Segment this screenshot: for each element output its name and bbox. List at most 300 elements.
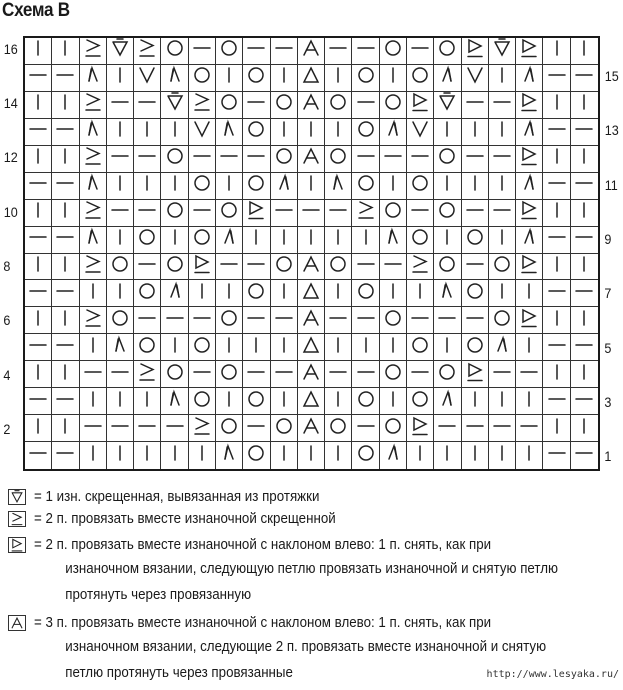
purl-stitch-icon	[246, 38, 266, 63]
chart-cell	[489, 334, 516, 361]
chart-cell	[325, 92, 352, 119]
knit-stitch-icon	[219, 65, 239, 90]
chart-cell	[107, 388, 134, 415]
purl-stitch-icon	[410, 38, 430, 63]
yarn-over-icon	[492, 308, 512, 333]
chart-cell	[80, 173, 107, 200]
chart-cell	[434, 361, 461, 388]
chart-cell	[189, 146, 216, 173]
right-leaning-decrease-icon	[437, 389, 457, 414]
knit-stitch-icon	[301, 119, 321, 144]
chart-cell	[80, 361, 107, 388]
chart-cell	[543, 307, 570, 334]
purl-stitch-icon	[574, 443, 594, 468]
chart-cell	[271, 254, 298, 281]
chart-cell	[161, 146, 188, 173]
chart-cell	[161, 442, 188, 469]
chart-cell	[25, 442, 52, 469]
yarn-over-icon	[410, 173, 430, 198]
chart-cell	[80, 92, 107, 119]
knit-stitch-icon	[55, 254, 75, 279]
knit-stitch-icon	[274, 227, 294, 252]
purl-stitch-icon	[28, 119, 48, 144]
legend-item	[8, 486, 618, 508]
yarn-over-icon	[383, 308, 403, 333]
chart-cell	[161, 361, 188, 388]
yarn-over-icon	[165, 362, 185, 387]
row-number-label: 4	[3, 366, 11, 383]
knit-stitch-icon	[165, 227, 185, 252]
yarn-over-icon	[410, 65, 430, 90]
chart-cell	[107, 280, 134, 307]
chart-cell	[161, 388, 188, 415]
purl-stitch-icon	[328, 200, 348, 225]
purl-stitch-icon	[547, 119, 567, 144]
yarn-over-icon	[219, 416, 239, 441]
yarn-over-icon	[437, 254, 457, 279]
knit-stitch-icon	[465, 173, 485, 198]
purl-stitch-icon	[574, 281, 594, 306]
chart-cell	[161, 65, 188, 92]
purl-2-together-twisted-key-icon	[8, 511, 26, 527]
chart-cell	[216, 415, 243, 442]
chart-cell	[516, 254, 543, 281]
knit-stitch-icon	[328, 389, 348, 414]
purl-stitch-icon	[574, 227, 594, 252]
right-leaning-decrease-icon	[383, 443, 403, 468]
purl-stitch-icon	[492, 416, 512, 441]
legend-item	[8, 534, 618, 608]
purl-stitch-icon	[28, 335, 48, 360]
chart-cell	[271, 280, 298, 307]
chart-cell	[80, 146, 107, 173]
chart-cell	[134, 307, 161, 334]
chart-cell	[271, 388, 298, 415]
knit-stitch-icon	[246, 335, 266, 360]
chart-cell	[25, 119, 52, 146]
legend-text: протянуть через провязанную	[65, 587, 252, 603]
chart-cell	[543, 146, 570, 173]
chart-cell	[407, 334, 434, 361]
chart-cell	[462, 280, 489, 307]
chart-cell	[543, 119, 570, 146]
chart-cell	[489, 65, 516, 92]
purl-2-together-twisted-icon	[83, 38, 103, 63]
row-number-label: 5	[604, 339, 612, 356]
knit-stitch-icon	[547, 200, 567, 225]
purl-stitch-icon	[137, 308, 157, 333]
yarn-over-icon	[137, 335, 157, 360]
purl-stitch-icon	[574, 335, 594, 360]
chart-cell	[271, 38, 298, 65]
chart-cell	[216, 334, 243, 361]
chart-cell	[489, 254, 516, 281]
knit-stitch-icon	[28, 92, 48, 117]
knit-stitch-icon	[574, 146, 594, 171]
chart-cell	[462, 227, 489, 254]
purl-2-together-left-icon	[519, 146, 539, 171]
purl-stitch-icon	[83, 362, 103, 387]
chart-cell	[571, 38, 598, 65]
chart-cell	[462, 361, 489, 388]
chart-cell	[134, 200, 161, 227]
left-leaning-decrease-icon	[165, 65, 185, 90]
purl-2-together-twisted-icon	[83, 200, 103, 225]
purl-stitch-icon	[492, 146, 512, 171]
purl-2-together-left-icon	[410, 92, 430, 117]
chart-cell	[107, 415, 134, 442]
yarn-over-icon	[356, 65, 376, 90]
chart-cell	[380, 334, 407, 361]
chart-cell	[543, 254, 570, 281]
purl-stitch-icon	[137, 146, 157, 171]
purl-2-together-twisted-icon	[192, 416, 212, 441]
knit-stitch-icon	[574, 254, 594, 279]
chart-cell	[52, 119, 79, 146]
purl-stitch-icon	[492, 200, 512, 225]
knit-stitch-icon	[83, 443, 103, 468]
chart-cell	[216, 442, 243, 469]
left-leaning-decrease-icon	[328, 173, 348, 198]
chart-cell	[489, 415, 516, 442]
chart-cell	[462, 442, 489, 469]
knit-stitch-icon	[574, 200, 594, 225]
chart-cell	[571, 92, 598, 119]
chart-cell	[243, 442, 270, 469]
purl-stitch-icon	[465, 254, 485, 279]
yarn-over-icon	[465, 335, 485, 360]
purl-stitch-icon	[110, 146, 130, 171]
knit-stitch-icon	[410, 281, 430, 306]
purl-stitch-icon	[137, 254, 157, 279]
chart-cell	[134, 361, 161, 388]
knit-stitch-icon	[574, 416, 594, 441]
chart-cell	[134, 442, 161, 469]
purl-2-together-left-icon	[519, 38, 539, 63]
knit-stitch-icon	[28, 254, 48, 279]
purl-stitch-icon	[165, 416, 185, 441]
chart-cell	[571, 119, 598, 146]
chart-cell	[216, 146, 243, 173]
chart-cell	[25, 334, 52, 361]
purl-stitch-icon	[274, 308, 294, 333]
chart-cell	[434, 146, 461, 173]
legend-text: = 2 п. провязать вместе изнаночной скрещенной	[34, 511, 336, 527]
chart-cell	[380, 38, 407, 65]
chart-cell	[462, 65, 489, 92]
purl-3-together-left-icon	[301, 146, 321, 171]
chart-cell	[216, 307, 243, 334]
knit-stitch-icon	[28, 362, 48, 387]
knit-stitch-icon	[137, 173, 157, 198]
chart-cell	[298, 227, 325, 254]
chart-cell	[407, 92, 434, 119]
purl-stitch-icon	[328, 38, 348, 63]
purl-2-together-left-icon	[519, 92, 539, 117]
purl-2-together-left-key-icon	[8, 537, 26, 553]
chart-cell	[571, 173, 598, 200]
yarn-over-icon	[165, 254, 185, 279]
chart-cell	[434, 119, 461, 146]
purl-stitch-icon	[219, 254, 239, 279]
purl-stitch-icon	[28, 65, 48, 90]
knit-stitch-icon	[55, 200, 75, 225]
purl-stitch-icon	[28, 227, 48, 252]
yarn-over-icon	[110, 254, 130, 279]
purl-stitch-icon	[437, 308, 457, 333]
knit-stitch-icon	[301, 227, 321, 252]
right-leaning-decrease-icon	[492, 335, 512, 360]
chart-cell	[189, 254, 216, 281]
knit-stitch-icon	[574, 308, 594, 333]
row-number-label: 14	[3, 94, 18, 111]
chart-cell	[325, 442, 352, 469]
chart-cell	[189, 361, 216, 388]
yarn-over-icon	[437, 38, 457, 63]
knit-stitch-icon	[328, 119, 348, 144]
chart-cell	[134, 119, 161, 146]
purl-3-together-left-icon	[301, 416, 321, 441]
chart-cell	[189, 442, 216, 469]
purl-2-together-twisted-icon	[137, 362, 157, 387]
knit-stitch-icon	[547, 38, 567, 63]
chart-cell	[271, 200, 298, 227]
yarn-over-icon	[219, 92, 239, 117]
purl-stitch-icon	[246, 254, 266, 279]
purl-2-together-twisted-icon	[356, 200, 376, 225]
purl-stitch-icon	[246, 362, 266, 387]
chart-cell	[434, 334, 461, 361]
chart-cell	[571, 334, 598, 361]
chart-cell	[543, 388, 570, 415]
knit-stitch-icon	[328, 335, 348, 360]
chart-cell	[134, 254, 161, 281]
chart-title: Схема В	[2, 0, 70, 21]
chart-cell	[407, 119, 434, 146]
purl-stitch-icon	[137, 416, 157, 441]
chart-cell	[407, 200, 434, 227]
knit-stitch-icon	[301, 173, 321, 198]
chart-cell	[434, 65, 461, 92]
chart-cell	[407, 65, 434, 92]
yarn-over-icon	[137, 227, 157, 252]
chart-cell	[516, 119, 543, 146]
chart-cell	[489, 361, 516, 388]
knit-stitch-icon	[356, 227, 376, 252]
chart-cell	[571, 415, 598, 442]
twisted-purl-from-bar-icon	[437, 92, 457, 117]
chart-cell	[25, 92, 52, 119]
purl-stitch-icon	[192, 362, 212, 387]
knit-stitch-icon	[437, 335, 457, 360]
knit-stitch-icon	[219, 389, 239, 414]
chart-cell	[298, 38, 325, 65]
legend-text: петлю протянуть через провязанные	[65, 665, 293, 681]
purl-2-together-left-icon	[519, 308, 539, 333]
chart-cell	[298, 146, 325, 173]
knit-stitch-icon	[219, 173, 239, 198]
knit-stitch-icon	[574, 38, 594, 63]
legend	[8, 486, 618, 686]
purl-2-together-twisted-icon	[83, 92, 103, 117]
yarn-over-icon	[328, 416, 348, 441]
chart-cell	[243, 415, 270, 442]
chart-cell	[271, 334, 298, 361]
purl-2-together-twisted-icon	[83, 146, 103, 171]
purl-stitch-icon	[55, 443, 75, 468]
chart-cell	[298, 65, 325, 92]
chart-cell	[271, 307, 298, 334]
chart-cell	[516, 227, 543, 254]
yarn-over-icon	[328, 254, 348, 279]
chart-cell	[271, 415, 298, 442]
legend-text: изнаночном вязании, следующую петлю провязать изнаночной и снятую петлю	[65, 561, 559, 577]
chart-cell	[216, 200, 243, 227]
chart-cell	[107, 119, 134, 146]
left-leaning-decrease-icon	[383, 227, 403, 252]
chart-cell	[134, 227, 161, 254]
slip-stitch-icon	[192, 119, 212, 144]
knit-stitch-icon	[274, 443, 294, 468]
chart-cell	[462, 119, 489, 146]
twisted-purl-from-bar-icon	[165, 92, 185, 117]
chart-cell	[25, 38, 52, 65]
chart-cell	[298, 307, 325, 334]
chart-cell	[80, 334, 107, 361]
yarn-over-icon	[246, 389, 266, 414]
knit-stitch-icon	[110, 227, 130, 252]
purl-stitch-icon	[465, 146, 485, 171]
knit-stitch-icon	[165, 335, 185, 360]
chart-cell	[189, 388, 216, 415]
chart-cell	[243, 200, 270, 227]
purl-stitch-icon	[165, 308, 185, 333]
chart-cell	[543, 442, 570, 469]
chart-cell	[52, 146, 79, 173]
chart-cell	[352, 334, 379, 361]
purl-stitch-icon	[55, 281, 75, 306]
central-double-decrease-icon	[301, 389, 321, 414]
yarn-over-icon	[246, 281, 266, 306]
yarn-over-icon	[383, 362, 403, 387]
chart-cell	[271, 119, 298, 146]
chart-cell	[571, 280, 598, 307]
knit-stitch-icon	[437, 119, 457, 144]
purl-3-together-left-key-icon	[8, 615, 26, 631]
chart-cell	[216, 38, 243, 65]
chart-cell	[189, 92, 216, 119]
knit-stitch-icon	[55, 308, 75, 333]
knit-stitch-icon	[547, 308, 567, 333]
yarn-over-icon	[165, 38, 185, 63]
purl-stitch-icon	[137, 200, 157, 225]
chart-cell	[134, 415, 161, 442]
legend-item	[8, 508, 618, 530]
knit-stitch-icon	[28, 308, 48, 333]
knitting-chart-grid	[23, 36, 600, 471]
row-number-label: 8	[3, 258, 11, 275]
row-number-label: 3	[604, 394, 612, 411]
chart-cell	[407, 146, 434, 173]
chart-cell	[107, 442, 134, 469]
purl-3-together-left-icon	[301, 254, 321, 279]
purl-stitch-icon	[110, 362, 130, 387]
chart-cell	[462, 388, 489, 415]
chart-cell	[380, 227, 407, 254]
chart-cell	[25, 280, 52, 307]
purl-stitch-icon	[328, 362, 348, 387]
chart-cell	[571, 254, 598, 281]
chart-cell	[243, 65, 270, 92]
knit-stitch-icon	[246, 227, 266, 252]
chart-cell	[107, 254, 134, 281]
purl-stitch-icon	[28, 443, 48, 468]
chart-cell	[325, 38, 352, 65]
purl-stitch-icon	[246, 92, 266, 117]
purl-stitch-icon	[55, 389, 75, 414]
chart-cell	[325, 254, 352, 281]
chart-cell	[298, 254, 325, 281]
chart-cell	[80, 227, 107, 254]
chart-cell	[352, 38, 379, 65]
chart-cell	[298, 173, 325, 200]
chart-cell	[325, 200, 352, 227]
right-leaning-decrease-icon	[219, 227, 239, 252]
knit-stitch-icon	[492, 173, 512, 198]
chart-cell	[243, 388, 270, 415]
chart-cell	[407, 442, 434, 469]
chart-cell	[216, 388, 243, 415]
purl-stitch-icon	[55, 335, 75, 360]
purl-2-together-twisted-icon	[137, 38, 157, 63]
chart-cell	[516, 146, 543, 173]
knit-stitch-icon	[110, 443, 130, 468]
chart-cell	[243, 227, 270, 254]
yarn-over-icon	[274, 254, 294, 279]
knit-stitch-icon	[55, 38, 75, 63]
chart-cell	[571, 361, 598, 388]
knit-stitch-icon	[137, 389, 157, 414]
chart-cell	[243, 254, 270, 281]
chart-cell	[462, 173, 489, 200]
chart-cell	[325, 146, 352, 173]
left-leaning-decrease-icon	[83, 227, 103, 252]
chart-cell	[243, 119, 270, 146]
chart-cell	[80, 119, 107, 146]
yarn-over-icon	[328, 92, 348, 117]
chart-cell	[243, 146, 270, 173]
chart-cell	[380, 92, 407, 119]
chart-cell	[434, 388, 461, 415]
chart-cell	[462, 38, 489, 65]
yarn-over-icon	[219, 200, 239, 225]
knit-stitch-icon	[165, 119, 185, 144]
chart-cell	[52, 38, 79, 65]
chart-cell	[107, 92, 134, 119]
knit-stitch-icon	[574, 362, 594, 387]
purl-2-together-left-icon	[519, 254, 539, 279]
knit-stitch-icon	[383, 281, 403, 306]
chart-cell	[80, 307, 107, 334]
knit-stitch-icon	[383, 65, 403, 90]
chart-cell	[434, 38, 461, 65]
chart-cell	[107, 200, 134, 227]
chart-cell	[25, 146, 52, 173]
row-number-label: 16	[3, 40, 18, 57]
chart-cell	[407, 227, 434, 254]
knit-stitch-icon	[219, 335, 239, 360]
chart-cell	[352, 415, 379, 442]
